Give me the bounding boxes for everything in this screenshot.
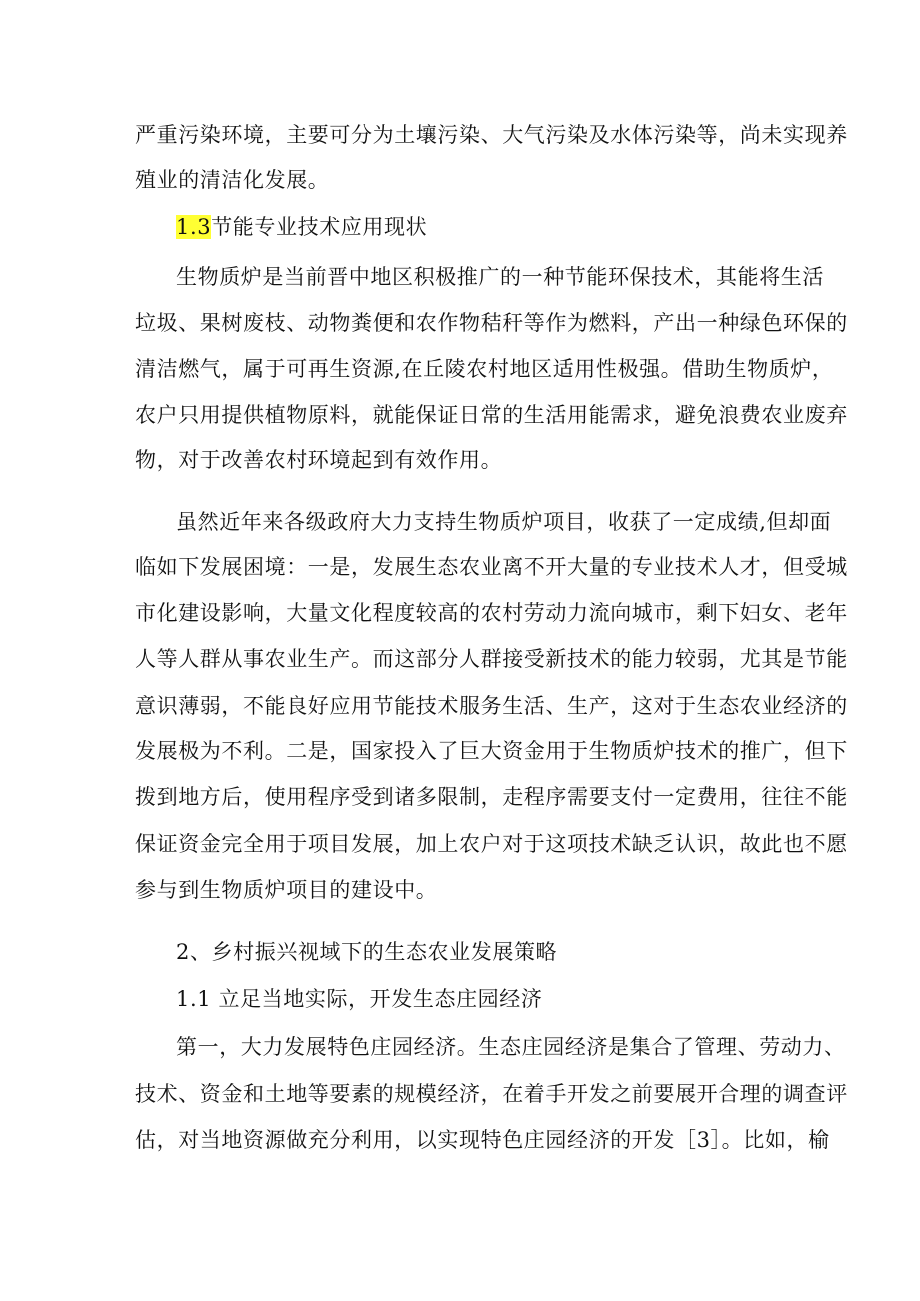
paragraph-line: 拨到地方后，使用程序受到诸多限制，走程序需要支付一定费用，往往不能 — [135, 785, 848, 809]
section-heading — [176, 210, 796, 244]
paragraph-line: 虽然近年来各级政府大力支持生物质炉项目，收获了一定成绩,但却面 — [176, 510, 832, 534]
paragraph-line: 殖业的清洁化发展。 — [135, 168, 330, 192]
section-heading: 2、乡村振兴视域下的生态农业发展策略 — [176, 940, 558, 964]
paragraph-line: 保证资金完全用于项目发展，加上农户对于这项技术缺乏认识，故此也不愿 — [135, 832, 848, 856]
heading-text: 节能专业技术应用现状 — [211, 215, 428, 239]
paragraph-line: 人等人群从事农业生产。而这部分人群接受新技术的能力较弱，尤其是节能 — [135, 647, 848, 671]
paragraph-line: 生物质炉是当前晋中地区积极推广的一种节能环保技术，其能将生活 — [176, 265, 824, 289]
paragraph-line: 参与到生物质炉项目的建设中。 — [135, 878, 438, 902]
heading-number: 1.3 — [176, 215, 212, 239]
paragraph-line: 估，对当地资源做充分利用，以实现特色庄园经济的开发［3］。比如，榆 — [135, 1128, 830, 1152]
paragraph-line: 技术、资金和土地等要素的规模经济，在着手开发之前要展开合理的调查评 — [135, 1082, 848, 1106]
paragraph-line: 发展极为不利。二是，国家投入了巨大资金用于生物质炉技术的推广，但下 — [135, 739, 848, 763]
paragraph-line: 第一，大力发展特色庄园经济。生态庄园经济是集合了管理、劳动力、 — [176, 1035, 846, 1059]
paragraph-line: 意识薄弱，不能良好应用节能技术服务生活、生产，这对于生态农业经济的 — [135, 694, 848, 718]
paragraph-line: 临如下发展困境：一是，发展生态农业离不开大量的专业技术人才，但受城 — [135, 555, 848, 579]
paragraph-line: 清洁燃气，属于可再生资源,在丘陵农村地区适用性极强。借助生物质炉， — [135, 357, 834, 381]
paragraph-line: 农户只用提供植物原料，就能保证日常的生活用能需求，避免浪费农业废弃 — [135, 403, 848, 427]
paragraph-line: 垃圾、果树废枝、动物粪便和农作物秸秆等作为燃料，产出一种绿色环保的 — [135, 311, 848, 335]
paragraph-line: 市化建设影响，大量文化程度较高的农村劳动力流向城市，剩下妇女、老年 — [135, 601, 848, 625]
subsection-heading: 1.1 立足当地实际，开发生态庄园经济 — [176, 987, 543, 1011]
paragraph-line: 物，对于改善农村环境起到有效作用。 — [135, 448, 503, 472]
paragraph-line: 严重污染环境，主要可分为土壤污染、大气污染及水体污染等，尚未实现养 — [135, 123, 848, 147]
